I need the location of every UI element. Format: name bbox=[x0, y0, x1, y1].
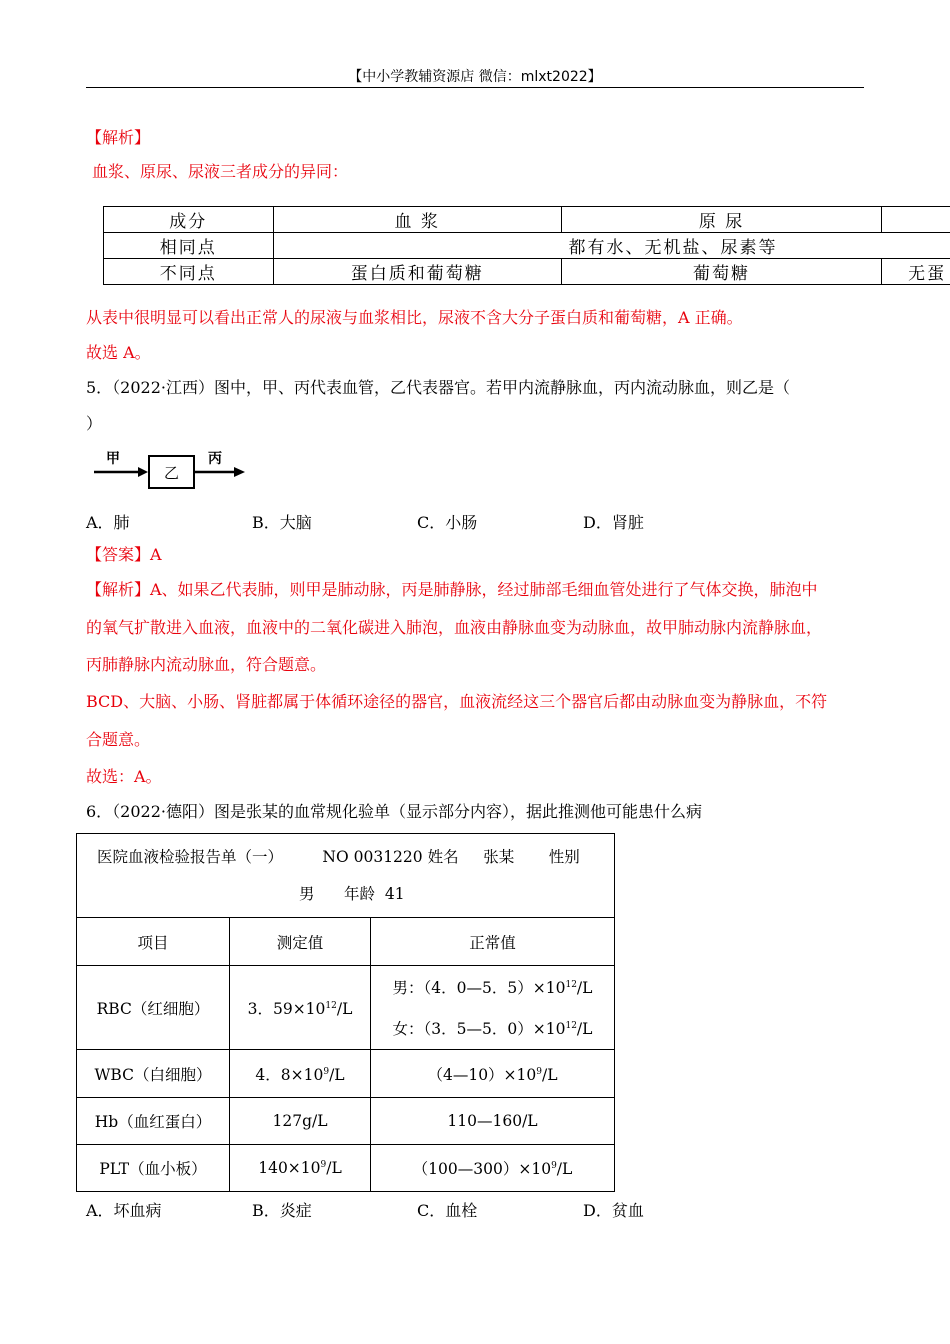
q5-stem-line2: ） bbox=[86, 414, 103, 433]
rbc-normal-female: 女：（3．5—5．$0)\times 10^{12}/L$ bbox=[392, 1019, 593, 1038]
organ-flow-diagram bbox=[92, 446, 252, 492]
q6-option-a[interactable]: A．坏血病 bbox=[86, 1201, 162, 1220]
report-title-line2: 男 年龄 41 bbox=[299, 884, 405, 903]
compare-table bbox=[103, 206, 950, 285]
cmp-diff-primary-urine: 葡萄糖 bbox=[561, 259, 881, 285]
q5-choice: 故选：A。 bbox=[86, 767, 162, 786]
plt-normal: $(100—300)\times 10^9/L$ bbox=[371, 1145, 615, 1192]
report-title-line1: 医院血液检验报告单（一） NO 0031220 姓名 张某 性别 bbox=[97, 847, 580, 866]
col-header-measured: 测定值 bbox=[230, 918, 371, 966]
header-rule bbox=[86, 87, 864, 88]
diagram-label-jia: 甲 bbox=[106, 451, 120, 467]
q5-option-a[interactable]: A．肺 bbox=[86, 513, 130, 532]
hb-value: 127g/L bbox=[230, 1098, 371, 1145]
cmp-diff-urine: 无蛋 bbox=[882, 259, 950, 285]
rbc-value: 3．$59\times 10^{12}/L$ bbox=[230, 966, 371, 1050]
wbc-normal: $(4—10)\times 10^9/L$ bbox=[371, 1050, 615, 1098]
rbc-normal-male: 男：（4．0—5．$5)\times 10^{12}/L$ bbox=[392, 979, 593, 998]
diagram-label-bing: 丙 bbox=[208, 451, 222, 467]
analysis-label: 【解析】 bbox=[86, 128, 151, 147]
page-header: 【中小学教辅资源店 微信：mlxt2022】 bbox=[348, 69, 602, 85]
cmp-same-value: 都有水、无机盐、尿素等 bbox=[273, 233, 950, 259]
arrow-out-head-icon bbox=[234, 467, 245, 477]
cmp-header-primary-urine: 原 尿 bbox=[561, 207, 881, 233]
cmp-diff-plasma: 蛋白质和葡萄糖 bbox=[273, 259, 561, 285]
diagram-label-yi: 乙 bbox=[164, 464, 180, 482]
q5-explain-3: 丙肺静脉内流动脉血，符合题意。 bbox=[86, 655, 327, 674]
wbc-item: WBC（白细胞） bbox=[77, 1050, 230, 1098]
cmp-header-plasma: 血 浆 bbox=[273, 207, 561, 233]
arrow-in-head-icon bbox=[138, 467, 148, 477]
col-header-normal: 正常值 bbox=[371, 918, 615, 966]
cmp-diff-label: 不同点 bbox=[104, 259, 274, 285]
q5-explain-4: BCD、大脑、小肠、肾脏都属于体循环途径的器官，血液流经这三个器官后都由动脉血变为静脉血，不符 bbox=[86, 692, 828, 711]
intro-line: 血浆、原尿、尿液三者成分的异同： bbox=[92, 162, 349, 181]
q5-answer: 【答案】A bbox=[86, 545, 162, 564]
q4-choice: 故选 A。 bbox=[86, 343, 151, 362]
col-header-item: 项目 bbox=[77, 918, 230, 966]
blood-report-table bbox=[76, 833, 615, 1192]
report-title-cell bbox=[77, 834, 615, 918]
compare-table-wrap bbox=[0, 200, 950, 290]
q5-option-b[interactable]: B．大脑 bbox=[252, 513, 312, 532]
cmp-header-component: 成分 bbox=[104, 207, 274, 233]
q5-explain-1: 【解析】A、如果乙代表肺，则甲是肺动脉，丙是肺静脉，经过肺部毛细血管处进行了气体交换，肺泡中 bbox=[86, 580, 818, 599]
q6-option-d[interactable]: D．贫血 bbox=[583, 1201, 644, 1220]
q4-explanation: 从表中很明显可以看出正常人的尿液与血浆相比，尿液不含大分子蛋白质和葡萄糖，A 正确。 bbox=[86, 308, 743, 327]
q5-explain-2: 的氧气扩散进入血液，血液中的二氧化碳进入肺泡，血液由静脉血变为动脉血，故甲肺动脉内流静脉血， bbox=[86, 618, 823, 637]
q5-option-c[interactable]: C．小肠 bbox=[417, 513, 478, 532]
plt-item: PLT（血小板） bbox=[77, 1145, 230, 1192]
rbc-normal bbox=[371, 966, 615, 1050]
q5-stem-line1: 5．（2022·江西）图中，甲、丙代表血管，乙代表器官。若甲内流静脉血，丙内流动脉血，则乙是（ bbox=[86, 378, 790, 397]
q6-option-c[interactable]: C．血栓 bbox=[417, 1201, 478, 1220]
q6-stem: 6．（2022·德阳）图是张某的血常规化验单（显示部分内容），据此推测他可能患什么病 bbox=[86, 802, 702, 821]
cmp-header-urine bbox=[882, 207, 950, 233]
rbc-item: RBC（红细胞） bbox=[77, 966, 230, 1050]
hb-normal: 110—160/L bbox=[371, 1098, 615, 1145]
q5-option-d[interactable]: D．肾脏 bbox=[583, 513, 644, 532]
hb-item: Hb（血红蛋白） bbox=[77, 1098, 230, 1145]
cmp-same-label: 相同点 bbox=[104, 233, 274, 259]
wbc-value: 4．$8\times 10^9/L$ bbox=[230, 1050, 371, 1098]
plt-value: $140\times 10^9/L$ bbox=[230, 1145, 371, 1192]
q5-explain-5: 合题意。 bbox=[86, 730, 151, 749]
q6-option-b[interactable]: B．炎症 bbox=[252, 1201, 312, 1220]
